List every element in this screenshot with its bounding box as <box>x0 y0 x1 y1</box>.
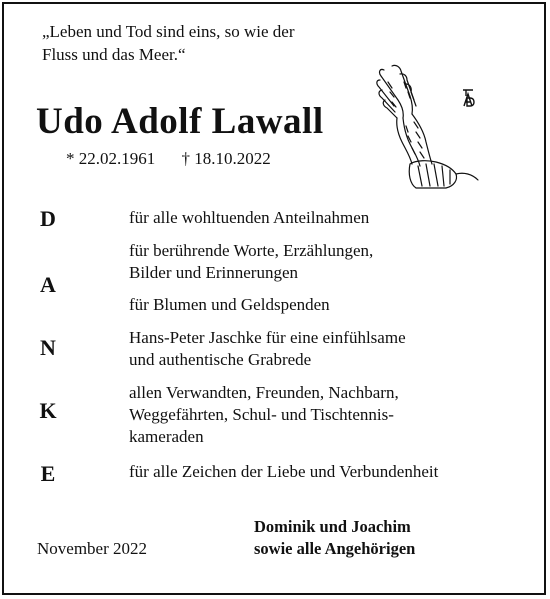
thanks-item <box>129 294 529 316</box>
thanks-line: kameraden <box>129 427 204 446</box>
thanks-line: allen Verwandten, Freunden, Nachbarn, <box>129 383 399 402</box>
thanks-item <box>129 207 529 229</box>
quote <box>42 20 402 66</box>
thanks-line: für berührende Worte, Erzählungen, <box>129 241 374 260</box>
thanks-line: für Blumen und Geldspenden <box>129 295 330 314</box>
quote-line: „Leben und Tod sind eins, so wie der <box>42 22 295 41</box>
danke-letter: A <box>40 272 56 297</box>
danke-letter: N <box>40 335 56 360</box>
thanks-line: Weggefährten, Schul- und Tischtennis- <box>129 405 394 424</box>
thanks-line: und authentische Grabrede <box>129 350 312 369</box>
danke-letter: E <box>40 461 56 486</box>
deceased-name: Udo Adolf Lawall <box>36 101 324 142</box>
thanks-line: Bilder und Erinnerungen <box>129 263 299 282</box>
thanks-item <box>129 240 529 284</box>
praying-hands-icon <box>370 62 488 190</box>
death-date: † 18.10.2022 <box>181 149 271 168</box>
signers-line: Dominik und Joachim <box>254 517 411 536</box>
thanks-line: Hans-Peter Jaschke für eine einfühlsame <box>129 328 406 347</box>
danke-letter: K <box>39 398 57 423</box>
thanks-item <box>129 327 529 371</box>
notice-date: November 2022 <box>37 539 148 558</box>
thanks-line: für alle Zeichen der Liebe und Verbundenheit <box>129 462 439 481</box>
thanks-item <box>129 382 529 448</box>
signers <box>254 516 415 560</box>
quote-line: Fluss und das Meer.“ <box>42 45 186 64</box>
danke-letter: D <box>40 206 56 231</box>
thanks-item <box>129 461 529 483</box>
thanks-line: für alle wohltuenden Anteilnahmen <box>129 208 370 227</box>
signers-line: sowie alle Angehörigen <box>254 539 416 558</box>
life-dates <box>66 148 271 170</box>
birth-date: * 22.02.1961 <box>66 149 156 168</box>
